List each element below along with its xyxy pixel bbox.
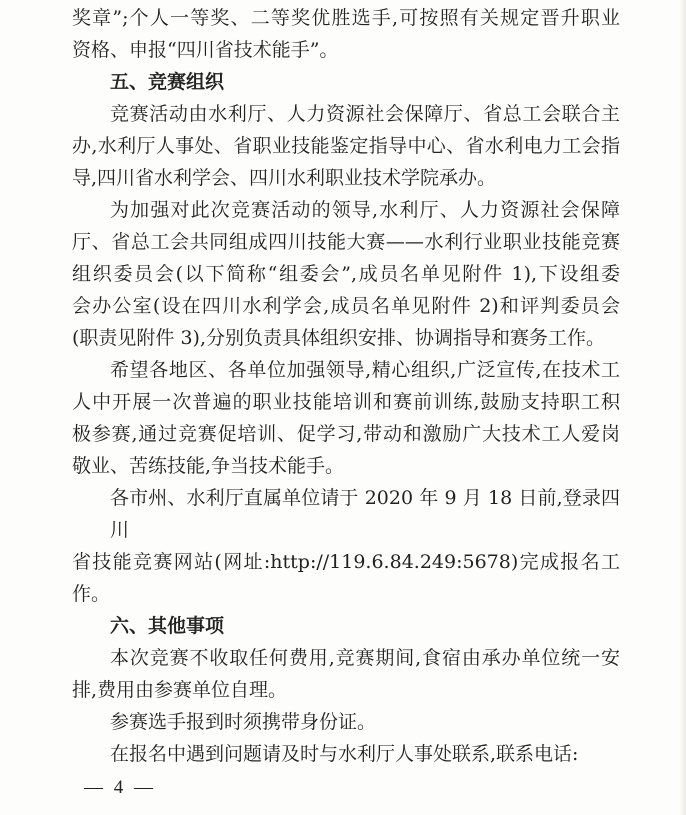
text-line: 排,费用由参赛单位自理。 [72,679,288,701]
paragraph [72,98,620,194]
paragraph [72,2,620,66]
text-line: 省技能竞赛网站(网址:http://119.6.84.249:5678)完成报名工 [72,551,620,573]
paragraph [72,642,620,706]
section-heading: 六、其他事项 [110,615,225,637]
text-line: 人中开展一次普遍的职业技能培训和赛前训练,鼓励支持职工积 [72,391,620,413]
text-line: 各市州、水利厅直属单位请于 2020 年 9 月 18 日前,登录四川 [110,487,620,541]
text-line: 会办公室(设在四川水利学会,成员名单见附件 2)和评判委员会 [72,295,620,317]
text-line: 敬业、苦练技能,争当技术能手。 [72,455,345,477]
text-line: 资格、申报“四川省技术能手”。 [72,39,339,61]
text-line: 组织委员会(以下简称“组委会”,成员名单见附件 1),下设组委 [72,263,620,285]
text-line: 为加强对此次竞赛活动的领导,水利厅、人力资源社会保障 [110,199,620,221]
text-line: 极参赛,通过竞赛促培训、促学习,带动和激励广大技术工人爱岗 [72,423,620,445]
text-line: 办,水利厅人事处、省职业技能鉴定指导中心、省水利电力工会指 [72,135,620,157]
paragraph [72,482,620,610]
paragraph [72,738,620,770]
scan-edge-shadow [680,0,686,815]
paragraph [72,354,620,482]
text-line: 导,四川省水利学会、四川水利职业技术学院承办。 [72,167,497,189]
text-line: 参赛选手报到时须携带身份证。 [110,711,377,733]
text-line: 厅、省总工会共同组成四川技能大赛——水利行业职业技能竞赛 [72,231,620,253]
text-line: 作。 [72,583,111,605]
document-page [72,0,620,770]
section-heading: 五、竞赛组织 [110,71,225,93]
text-line: 在报名中遇到问题请及时与水利厅人事处联系,联系电话: [110,743,579,765]
paragraph [72,706,620,738]
text-line: 奖章”;个人一等奖、二等奖优胜选手,可按照有关规定晋升职业 [72,7,620,29]
text-line: 本次竞赛不收取任何费用,竞赛期间,食宿由承办单位统一安 [110,647,620,669]
paragraph [72,194,620,354]
page-number: — 4 — [84,777,156,798]
text-line: (职责见附件 3),分别负责具体组织安排、协调指导和赛务工作。 [72,327,605,349]
text-line: 希望各地区、各单位加强领导,精心组织,广泛宣传,在技术工 [110,359,620,381]
text-line: 竞赛活动由水利厅、人力资源社会保障厅、省总工会联合主 [110,103,620,125]
